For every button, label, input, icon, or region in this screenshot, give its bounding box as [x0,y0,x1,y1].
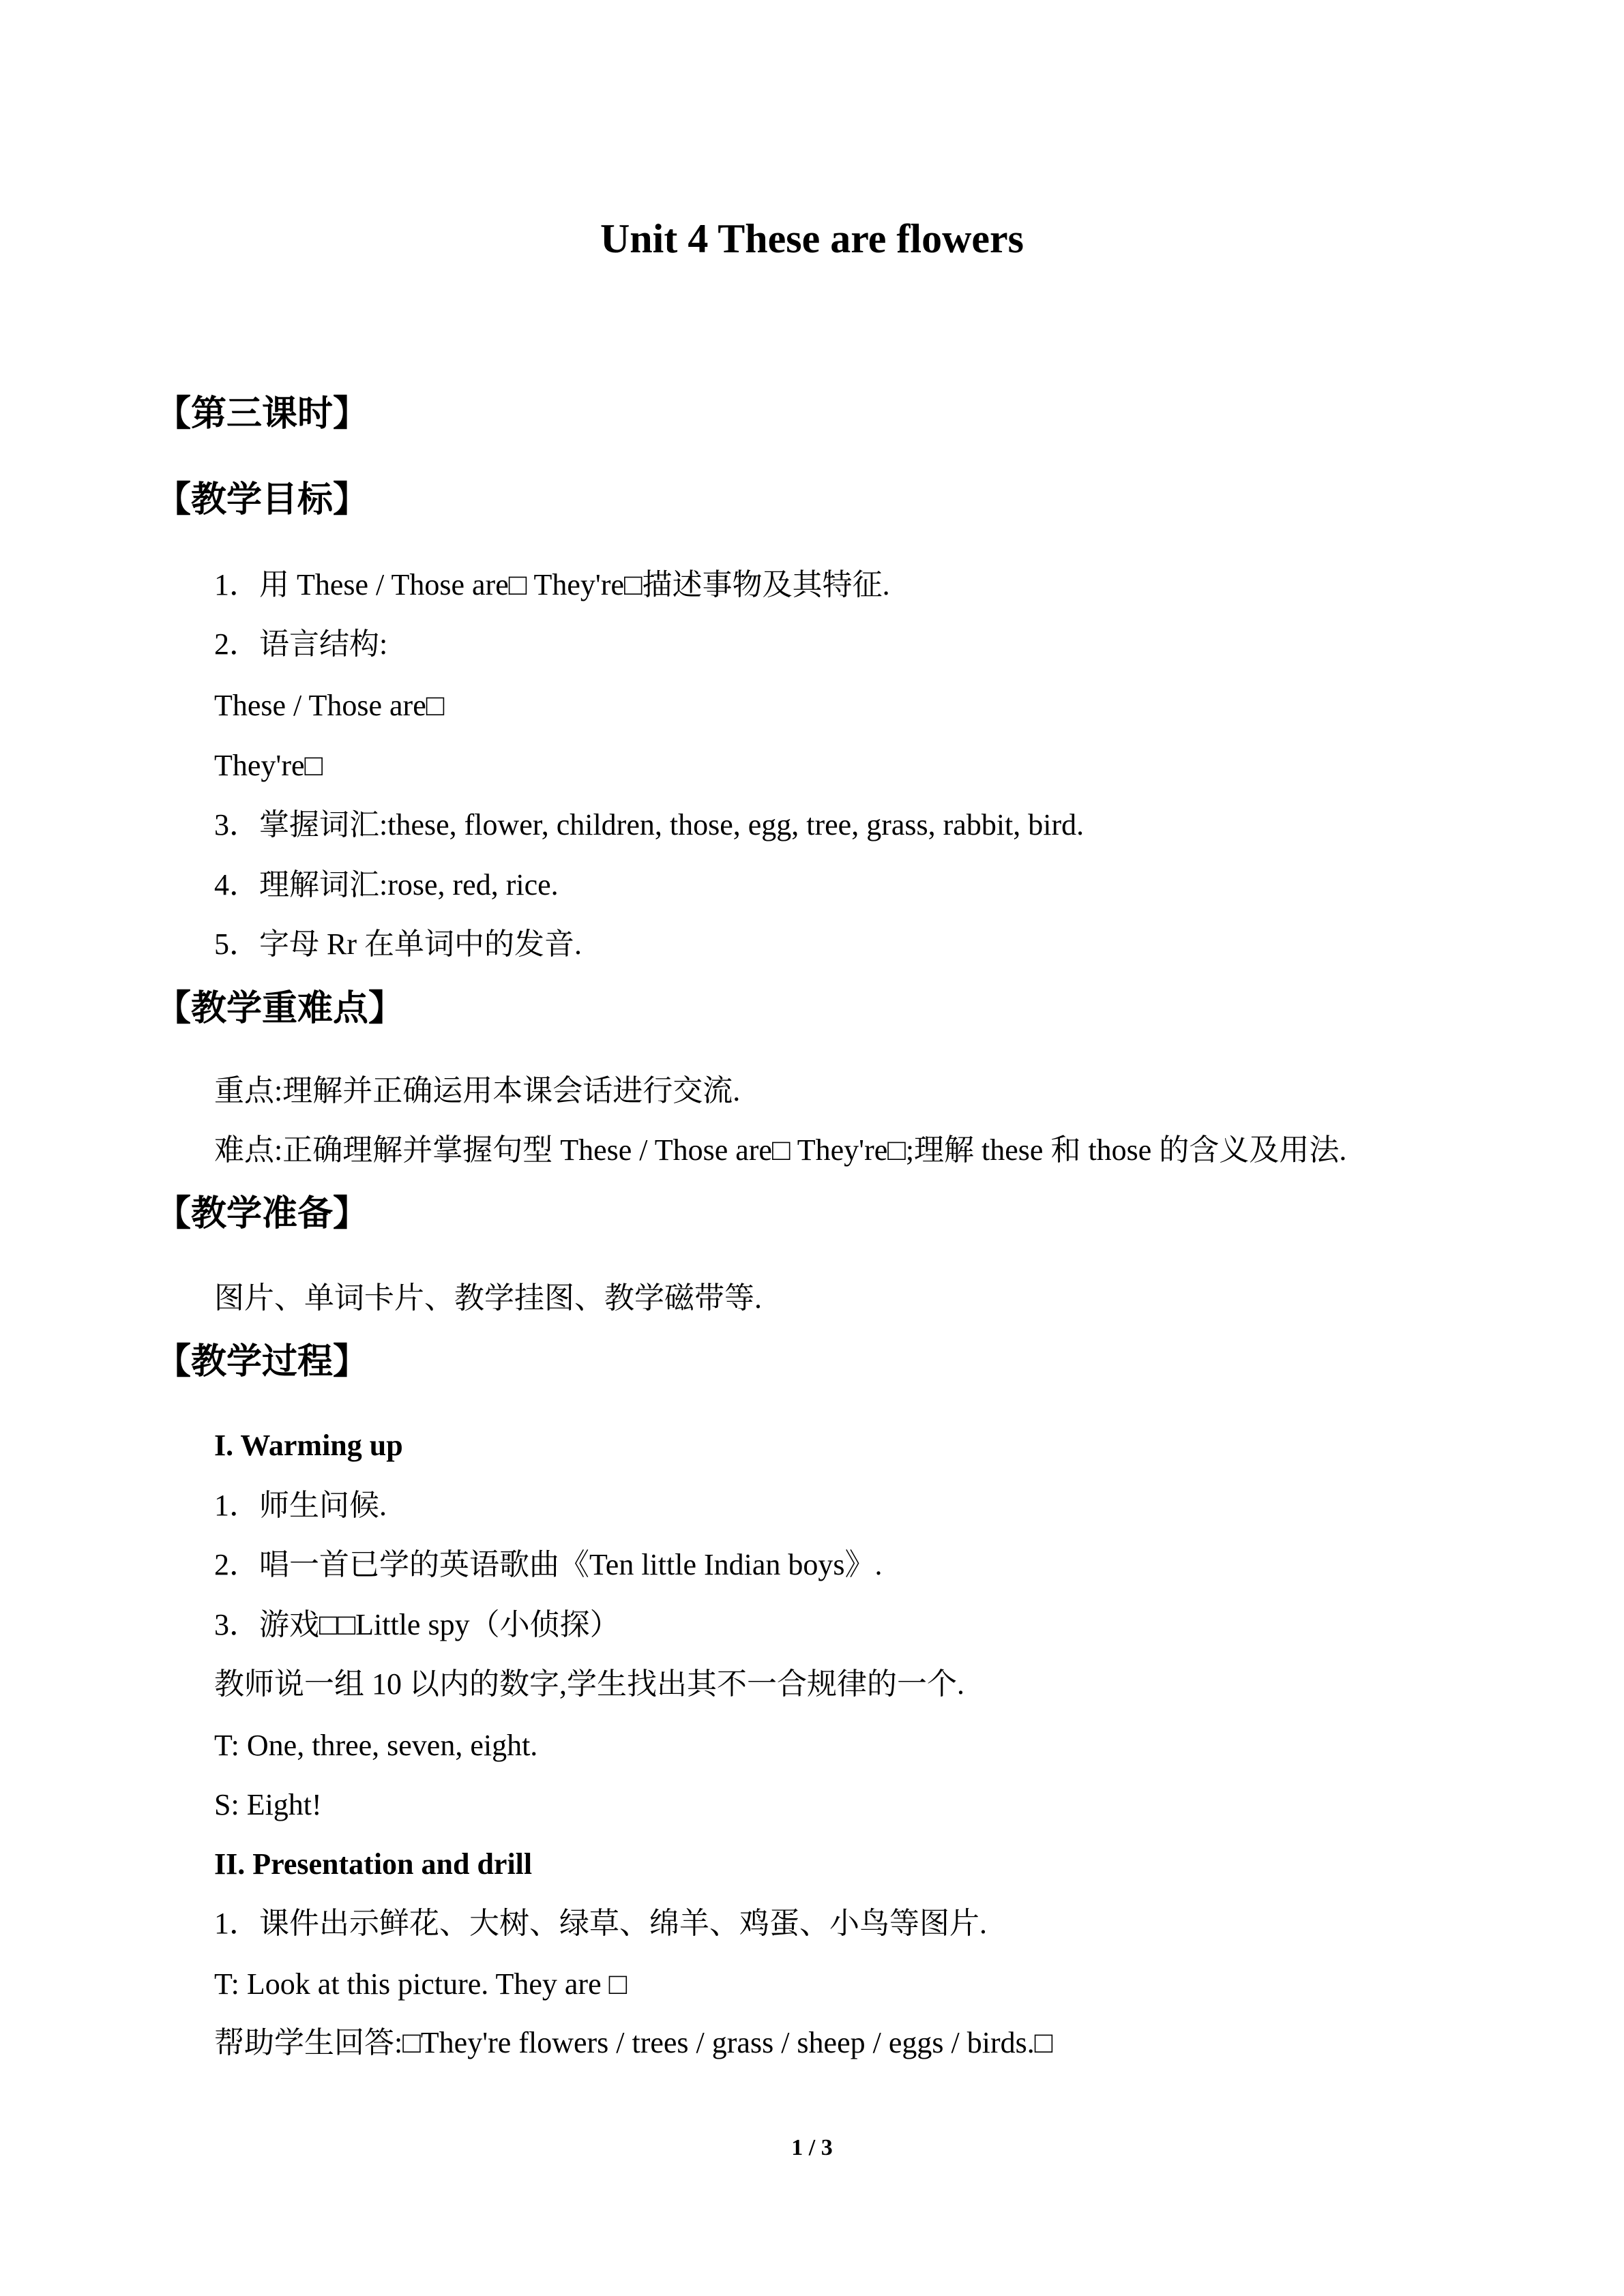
objective-line-5: 3．掌握词汇:these, flower, children, those, egg, tree, grass, rabbit, bird. [214,808,1084,841]
key-point-line-2: 难点:正确理解并掌握句型 These / Those are□ They're□;理解 these 和 those 的含义及用法. [214,1133,1347,1167]
objective-line-3: These / Those are□ [214,689,445,722]
page-number: 1 / 3 [791,2135,833,2160]
subheading-presentation: II. Presentation and drill [214,1847,533,1881]
preparation-line-1: 图片、单词卡片、教学挂图、教学磁带等. [214,1281,762,1315]
objective-line-2: 2．语言结构: [214,627,388,661]
presentation-line-3: 帮助学生回答:□They're flowers / trees / grass / sheep / eggs / birds.□ [214,2026,1053,2059]
objective-line-4: They're□ [214,749,323,782]
warming-up-line-4: 教师说一组 10 以内的数字,学生找出其不一合规律的一个. [214,1667,964,1701]
heading-key-points: 【教学重难点】 [156,988,404,1029]
warming-up-line-6: S: Eight! [214,1788,322,1821]
document-title: Unit 4 These are flowers [600,216,1024,261]
key-point-line-1: 重点:理解并正确运用本课会话进行交流. [214,1074,741,1107]
heading-lesson: 【第三课时】 [156,393,369,434]
presentation-line-2: T: Look at this picture. They are □ [214,1967,628,2001]
presentation-line-1: 1．课件出示鲜花、大树、绿草、绵羊、鸡蛋、小鸟等图片. [214,1907,987,1940]
warming-up-line-3: 3．游戏□□Little spy（小侦探） [214,1608,620,1641]
heading-process: 【教学过程】 [156,1341,369,1382]
objective-line-6: 4．理解词汇:rose, red, rice. [214,868,559,901]
subheading-warming-up: I. Warming up [214,1429,403,1462]
objective-line-1: 1．用 These / Those are□ They're□描述事物及其特征. [214,568,890,601]
heading-objectives: 【教学目标】 [156,479,369,520]
objective-line-7: 5．字母 Rr 在单词中的发音. [214,927,582,961]
warming-up-line-1: 1．师生问候. [214,1489,387,1522]
warming-up-line-5: T: One, three, seven, eight. [214,1729,538,1762]
warming-up-line-2: 2．唱一首已学的英语歌曲《Ten little Indian boys》. [214,1548,883,1581]
heading-preparation: 【教学准备】 [156,1193,369,1234]
